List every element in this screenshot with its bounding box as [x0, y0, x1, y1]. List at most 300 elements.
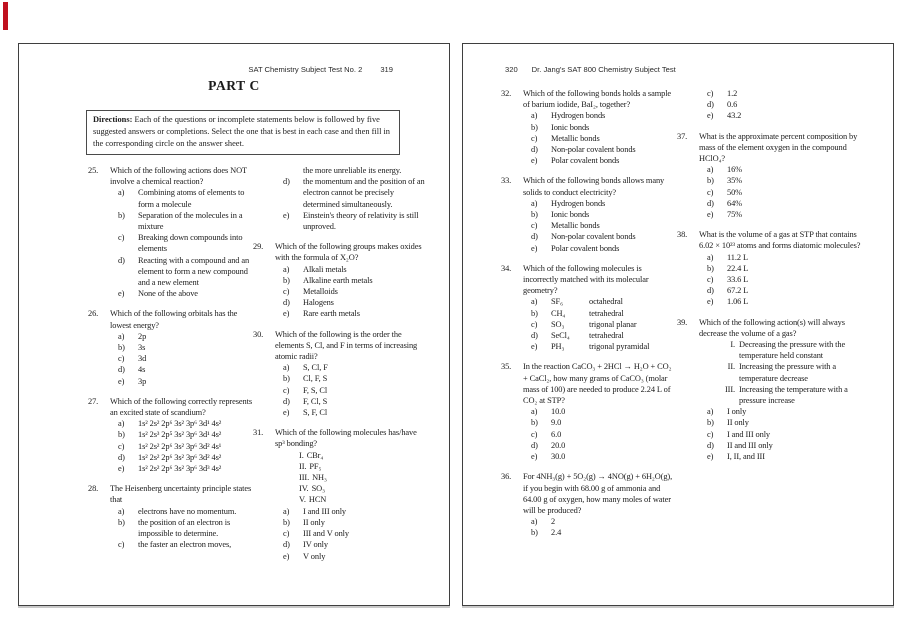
roman-numeral: I.	[730, 340, 735, 350]
option-letter: d)	[707, 198, 714, 208]
roman-item	[699, 361, 863, 383]
question-text: Which of the following molecules has/have sp³ bonding?	[275, 428, 417, 449]
option-letter: a)	[283, 363, 290, 373]
question	[677, 131, 863, 221]
option-geometry: octahedral	[589, 297, 623, 307]
answer-option	[531, 110, 677, 121]
answer-option	[118, 255, 256, 289]
answer-option	[283, 373, 427, 384]
option-text: SO₃	[551, 319, 565, 329]
question-text: Which of the following molecules is incorrectly matched with its molecular geometry?	[523, 263, 649, 296]
option-letter: b)	[531, 308, 538, 318]
answer-option	[531, 417, 677, 428]
option-letter: b)	[118, 430, 125, 440]
option-letter: c)	[531, 429, 538, 439]
question-number: 29.	[253, 242, 264, 252]
option-letter: a)	[118, 419, 125, 429]
answer-option	[531, 451, 677, 462]
answer-option	[707, 209, 863, 220]
page-right	[462, 43, 894, 606]
question	[88, 165, 256, 299]
option-text: 30.0	[551, 452, 566, 462]
page-left	[18, 43, 450, 606]
question-number: 31.	[253, 428, 264, 438]
answer-option	[118, 331, 256, 342]
question-text: Which of the following correctly represents an excited state of scandium?	[110, 396, 252, 418]
question-number: 28.	[88, 484, 99, 494]
answer-option	[531, 231, 677, 242]
answer-option	[118, 452, 256, 463]
question-text: The Heisenberg uncertainty principle states that	[110, 484, 252, 505]
question	[501, 361, 677, 462]
question-column	[88, 165, 256, 560]
question	[88, 396, 256, 474]
question	[677, 317, 863, 463]
answer-option	[283, 308, 427, 319]
roman-item	[299, 450, 427, 461]
option-text: Cl, F, S	[303, 374, 328, 384]
answer-option	[707, 451, 863, 462]
answer-option	[707, 440, 863, 451]
option-text: the position of an electron is impossible to determine.	[138, 517, 231, 539]
option-text: PH₃	[551, 342, 565, 352]
option-letter: c)	[531, 133, 538, 143]
answer-option	[283, 517, 427, 528]
answer-option	[118, 539, 256, 550]
answer-option	[707, 175, 863, 186]
option-letter: a)	[283, 506, 290, 516]
question	[253, 427, 427, 561]
option-text: 9.0	[551, 418, 562, 428]
option-letter: e)	[707, 210, 714, 220]
option-text: Hydrogen bonds	[551, 111, 606, 121]
option-letter: a)	[531, 407, 538, 417]
option-letter: e)	[707, 452, 714, 462]
roman-numeral: II.	[727, 362, 735, 372]
option-text: 35%	[727, 176, 743, 186]
question-number: 30.	[253, 329, 264, 339]
answer-option	[283, 506, 427, 517]
option-text: II only	[303, 517, 325, 527]
option-text: Alkali metals	[303, 264, 347, 274]
option-letter: a)	[283, 264, 290, 274]
answer-option	[707, 274, 863, 285]
question-text: Which of the following action(s) will always decrease the volume of a gas?	[699, 317, 845, 338]
question-number: 37.	[677, 131, 688, 141]
roman-item	[699, 339, 863, 361]
option-text: 3p	[138, 376, 147, 386]
answer-option	[707, 164, 863, 175]
answer-option	[531, 220, 677, 231]
answer-option	[118, 418, 256, 429]
option-text: Metallic bonds	[551, 133, 600, 143]
answer-option	[283, 551, 427, 562]
option-letter: d)	[707, 286, 714, 296]
option-letter: b)	[118, 517, 125, 527]
question-continuation	[253, 165, 427, 232]
roman-numeral: I.	[299, 450, 304, 460]
option-letter: b)	[283, 374, 290, 384]
option-letter: a)	[118, 331, 125, 341]
option-letter: b)	[707, 176, 714, 186]
answer-option	[283, 407, 427, 418]
option-letter: a)	[118, 188, 125, 198]
continuation-text: the more unreliable its energy.	[303, 166, 402, 175]
option-text: II and III only	[727, 440, 773, 450]
roman-numeral: III.	[724, 384, 735, 394]
answer-option	[531, 122, 677, 133]
answer-option	[118, 517, 256, 539]
option-letter: d)	[707, 440, 714, 450]
header-title: SAT Chemistry Subject Test No. 2	[248, 65, 363, 74]
option-letter: d)	[283, 177, 290, 187]
option-text: Alkaline earth metals	[303, 275, 373, 285]
option-letter: b)	[707, 263, 714, 273]
option-letter: c)	[707, 187, 714, 197]
question-number: 26.	[88, 309, 99, 319]
option-text: 20.0	[551, 440, 566, 450]
option-text: electrons have no momentum.	[138, 506, 237, 516]
option-text: I, II, and III	[727, 452, 765, 462]
option-letter: b)	[118, 210, 125, 220]
option-letter: a)	[531, 297, 538, 307]
option-letter: c)	[707, 89, 714, 98]
option-geometry: tetrahedral	[589, 308, 624, 318]
option-text: 33.6 L	[727, 275, 749, 285]
answer-option	[531, 516, 677, 527]
option-letter: a)	[707, 252, 714, 262]
option-letter: d)	[118, 255, 125, 265]
roman-item	[299, 494, 427, 505]
roman-item	[299, 472, 427, 483]
question-number: 25.	[88, 166, 99, 175]
option-letter: c)	[283, 385, 290, 395]
question-number: 36.	[501, 472, 512, 482]
option-letter: e)	[283, 210, 290, 220]
option-letter: d)	[283, 298, 290, 308]
option-text: Metalloids	[303, 287, 338, 297]
answer-option	[118, 429, 256, 440]
option-geometry: tetrahedral	[589, 331, 624, 341]
answer-option	[707, 187, 863, 198]
option-letter: e)	[118, 464, 125, 474]
option-letter: d)	[283, 396, 290, 406]
option-letter: e)	[531, 342, 538, 352]
answer-option	[531, 341, 677, 352]
option-letter: b)	[118, 343, 125, 353]
option-letter: e)	[531, 156, 538, 166]
answer-option	[118, 232, 256, 254]
option-letter: b)	[531, 528, 538, 538]
question-text: Which of the following bonds allows many solids to conduct electricity?	[523, 176, 665, 197]
option-letter: e)	[707, 297, 714, 307]
option-text: None of the above	[138, 289, 198, 299]
question-column	[253, 165, 427, 571]
red-edge-marker	[3, 2, 8, 30]
answer-option	[118, 506, 256, 517]
question	[88, 308, 256, 386]
question-text: Which of the following bonds holds a sample of barium iodide, BaI₂, together?	[523, 89, 672, 110]
option-text: 1.2	[727, 89, 738, 98]
option-letter: d)	[707, 100, 714, 110]
option-letter: a)	[118, 506, 125, 516]
question-text: For 4NH₃(g) + 5O₂(g) → 4NO(g) + 6H₂O(g), if you begin with 68.00 g of ammonia and 64.00 g of oxygen, how many moles of water will be produced?	[523, 472, 673, 515]
section-title: PART C	[208, 78, 260, 93]
answer-option	[283, 362, 427, 373]
option-text: Hydrogen bonds	[551, 198, 606, 208]
option-text: 1.06 L	[727, 297, 749, 307]
option-letter: a)	[531, 111, 538, 121]
answer-option	[283, 210, 427, 232]
option-letter: d)	[531, 331, 538, 341]
answer-option	[531, 440, 677, 451]
option-text: Reacting with a compound and an element to form a new compound and a new element	[138, 255, 250, 288]
question-number: 27.	[88, 396, 99, 406]
answer-option	[531, 527, 677, 538]
option-text: Combining atoms of elements to form a molecule	[138, 188, 245, 209]
option-letter: c)	[531, 319, 538, 329]
roman-item	[699, 384, 863, 406]
option-text: 1s² 2s² 2p⁶ 3s² 3p⁶ 3d³ 4s²	[138, 464, 222, 474]
option-text: V only	[303, 551, 326, 561]
option-text: 1s² 2s² 2p⁶ 3s² 3p⁶ 3d¹ 4s²	[138, 419, 222, 429]
option-text: Separation of the molecules in a mixture	[138, 210, 243, 232]
option-letter: e)	[707, 111, 714, 121]
question	[253, 241, 427, 319]
option-letter: c)	[283, 287, 290, 297]
answer-option	[531, 429, 677, 440]
option-letter: c)	[283, 529, 290, 539]
answer-option	[118, 187, 256, 209]
option-text: I and III only	[727, 429, 771, 439]
answer-option	[531, 198, 677, 209]
question	[253, 329, 427, 419]
question-text: What is the volume of a gas at STP that contains 6.02 × 10²³ atoms and forms diatomic molecules?	[699, 230, 861, 251]
answer-option	[118, 376, 256, 387]
option-text: S, Cl, F	[303, 363, 328, 373]
answer-option	[707, 429, 863, 440]
option-text: 10.0	[551, 407, 566, 417]
answer-option	[283, 286, 427, 297]
option-text: F, S, Cl	[303, 385, 328, 395]
answer-option	[283, 297, 427, 308]
option-text: S, F, Cl	[303, 408, 328, 418]
option-text: 75%	[727, 210, 743, 220]
option-text: 2.4	[551, 528, 562, 538]
question	[501, 263, 677, 353]
option-text: 0.6	[727, 100, 738, 110]
answer-option	[707, 110, 863, 121]
roman-text: NH₃	[312, 473, 327, 483]
answer-option	[707, 99, 863, 110]
option-letter: d)	[531, 440, 538, 450]
question-continuation	[677, 88, 863, 122]
option-geometry: trigonal pyramidal	[589, 342, 650, 352]
roman-text: Increasing the temperature with a pressure increase	[739, 384, 848, 406]
answer-option	[283, 176, 427, 210]
question-number: 34.	[501, 263, 512, 273]
roman-text: CBr₄	[306, 450, 324, 460]
option-text: I and III only	[303, 506, 347, 516]
answer-option	[118, 353, 256, 364]
answer-option	[118, 342, 256, 353]
option-text: 50%	[727, 187, 743, 197]
option-letter: a)	[707, 165, 714, 175]
option-letter: e)	[531, 452, 538, 462]
option-letter: c)	[118, 233, 125, 243]
option-letter: b)	[283, 517, 290, 527]
option-text: 43.2	[727, 111, 742, 121]
option-text: 1s² 2s² 2p⁶ 3s² 3p⁶ 3d² 4s¹	[138, 441, 222, 451]
question-number: 39.	[677, 317, 688, 327]
option-letter: d)	[118, 365, 125, 375]
option-letter: e)	[283, 551, 290, 561]
option-letter: a)	[531, 517, 538, 527]
roman-numeral: IV.	[299, 484, 309, 494]
option-letter: c)	[118, 441, 125, 451]
option-text: CH₄	[551, 308, 566, 318]
answer-option	[531, 209, 677, 220]
option-letter: c)	[118, 540, 125, 550]
answer-option	[531, 308, 677, 319]
option-text: 6.0	[551, 429, 562, 439]
answer-option	[531, 243, 677, 254]
question-number: 33.	[501, 176, 512, 186]
question	[501, 471, 677, 538]
option-text: 1s² 2s³ 2p⁵ 3s² 3p⁶ 3d¹ 4s²	[138, 430, 222, 440]
question-text: Which of the following is the order the elements S, Cl, and F in terms of increasing atomic radii?	[275, 329, 418, 362]
answer-option	[118, 288, 256, 299]
answer-option	[283, 275, 427, 286]
page-header	[505, 65, 676, 74]
option-text: F, Cl, S	[303, 396, 328, 406]
option-text: SeCl₄	[551, 331, 570, 341]
header-page-number: 319	[380, 65, 393, 74]
option-letter: e)	[118, 376, 125, 386]
answer-option	[707, 88, 863, 99]
roman-item	[299, 483, 427, 494]
answer-option	[283, 264, 427, 275]
answer-option	[118, 441, 256, 452]
question	[88, 483, 256, 550]
option-text: III and V only	[303, 529, 349, 539]
answer-option	[531, 296, 677, 307]
roman-numeral: II.	[299, 461, 307, 471]
answer-option	[283, 396, 427, 407]
option-text: Polar covalent bonds	[551, 243, 620, 253]
option-letter: e)	[531, 243, 538, 253]
answer-option	[531, 406, 677, 417]
option-letter: d)	[531, 145, 538, 155]
answer-option	[118, 463, 256, 474]
answer-option	[531, 319, 677, 330]
question-text: Which of the following groups makes oxides with the formula of X₂O?	[275, 242, 422, 263]
option-text: Non-polar covalent bonds	[551, 232, 636, 242]
option-letter: e)	[283, 408, 290, 418]
option-letter: c)	[707, 429, 714, 439]
option-letter: b)	[531, 210, 538, 220]
option-text: 16%	[727, 165, 743, 175]
option-letter: d)	[283, 540, 290, 550]
option-letter: e)	[283, 309, 290, 319]
option-text: Ionic bonds	[551, 210, 590, 220]
answer-option	[283, 528, 427, 539]
option-text: 4s	[138, 365, 146, 375]
option-letter: b)	[707, 418, 714, 428]
question-text: What is the approximate percent composition by mass of the element oxygen in the compound HClO₄?	[699, 131, 858, 164]
roman-text: Decreasing the pressure with the temperature held constant	[739, 340, 846, 361]
answer-option	[707, 252, 863, 263]
answer-option	[118, 210, 256, 232]
question-text: In the reaction CaCO₃ + 2HCl → H₂O + CO₂ + CaCl₂, how many grams of CaCO₃ (molar mass of 100) are needed to produce 2.24 L of CO₂ at STP?	[523, 362, 672, 406]
answer-option	[707, 198, 863, 209]
question	[501, 88, 677, 166]
option-text: Halogens	[303, 298, 334, 308]
question	[501, 175, 677, 253]
option-text: IV only	[303, 540, 328, 550]
question-text: Which of the following actions does NOT involve a chemical reaction?	[110, 166, 247, 187]
answer-option	[707, 285, 863, 296]
question-number: 32.	[501, 89, 512, 98]
question-number: 38.	[677, 230, 688, 240]
option-text: Ionic bonds	[551, 122, 590, 132]
option-text: II only	[727, 418, 749, 428]
option-letter: b)	[283, 275, 290, 285]
option-text: 22.4 L	[727, 263, 749, 273]
roman-text: PF₅	[309, 461, 322, 471]
option-letter: c)	[531, 221, 538, 231]
option-text: SF₆	[551, 297, 563, 307]
option-letter: d)	[118, 452, 125, 462]
roman-item	[299, 461, 427, 472]
option-letter: a)	[531, 198, 538, 208]
page-header	[248, 65, 393, 74]
roman-text: Increasing the pressure with a temperature decrease	[739, 362, 836, 383]
option-text: 2p	[138, 331, 147, 341]
option-text: 3s	[138, 343, 146, 353]
option-text: Non-polar covalent bonds	[551, 145, 636, 155]
question-number: 35.	[501, 362, 512, 372]
answer-option	[118, 364, 256, 375]
answer-option	[531, 330, 677, 341]
question-text: Which of the following orbitals has the lowest energy?	[110, 309, 238, 330]
roman-numeral: III.	[299, 473, 310, 483]
option-letter: a)	[707, 407, 714, 417]
directions-box	[86, 110, 400, 155]
option-letter: b)	[531, 418, 538, 428]
directions-text: Each of the questions or incomplete statements below is followed by five suggested answers or completions. Select the one that is best in each case and then fill in the corresponding circle on the answer sheet.	[93, 115, 390, 148]
option-geometry: trigonal planar	[589, 319, 637, 329]
answer-option	[531, 144, 677, 155]
roman-numeral: V.	[299, 495, 306, 505]
answer-option	[707, 406, 863, 417]
option-text: 1s² 2s² 2p⁶ 3s² 3p⁶ 3d² 4s²	[138, 452, 222, 462]
option-text: 64%	[727, 198, 743, 208]
option-text: Metallic bonds	[551, 221, 600, 231]
option-text: 2	[551, 517, 556, 527]
option-text: the momentum and the position of an electron cannot be precisely determined simultaneously.	[303, 177, 425, 209]
header-title: Dr. Jang's SAT 800 Chemistry Subject Test	[531, 65, 676, 74]
roman-text: SO₃	[311, 484, 325, 494]
option-text: the faster an electron moves,	[138, 540, 232, 550]
header-page-number: 320	[505, 65, 518, 74]
directions-label: Directions:	[93, 115, 133, 124]
answer-option	[707, 417, 863, 428]
roman-text: HCN	[308, 495, 327, 505]
question-column	[677, 88, 863, 471]
answer-option	[707, 263, 863, 274]
option-text: Einstein's theory of relativity is still unproved.	[303, 210, 419, 232]
